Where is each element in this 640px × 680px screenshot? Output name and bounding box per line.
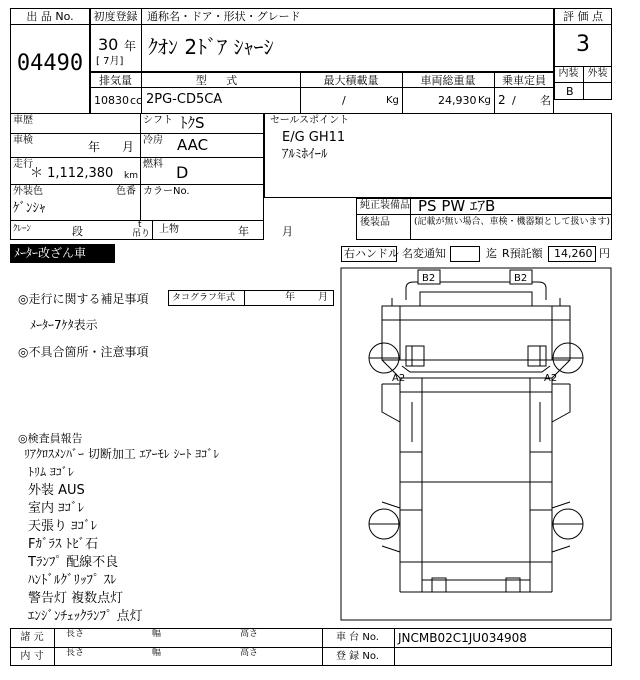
gross-weight-label: 車両総重量 — [420, 74, 476, 87]
lot-number: 04490 — [16, 51, 84, 76]
interior-score: B — [566, 85, 574, 98]
genuine-equipment-label: 純正装備品 — [360, 200, 410, 211]
tachograph-month-unit: 月 — [318, 292, 328, 303]
discount-label: 迄 — [486, 247, 497, 260]
aftermarket-note: (記載が無い場合、車検・機器類として扱います) — [414, 217, 611, 227]
inspector-title: ◎検査員報告 — [18, 432, 83, 445]
crane-steps-unit: 段 — [72, 225, 83, 238]
inspector-line: ﾊﾝﾄﾞﾙｸﾞﾘｯﾌﾟ ｽﾚ — [28, 573, 117, 588]
r-reserve-value: 14,260 — [554, 247, 593, 260]
crane-ton-unit: t — [138, 220, 142, 230]
inspector-line: Tﾗﾝﾌﾟ 配線不良 — [28, 555, 119, 570]
first-reg-label: 初度登録 — [93, 10, 138, 23]
color-label: 外装色 — [13, 186, 43, 197]
displacement-value: 10830 — [94, 94, 129, 107]
inspector-line: Fｶﾞﾗｽ ﾄﾋﾞ石 — [28, 537, 99, 552]
mileage-unit: km — [124, 171, 138, 181]
shift-label: シフト — [143, 115, 173, 126]
sales-point-line-1: E/G GH11 — [282, 130, 346, 145]
inspector-line: ﾘｱｸﾛｽﾒﾝﾊﾞｰ 切断加工 ｴｱｰﾓﾚ ｼｰﾄ ﾖｺﾞﾚ — [24, 447, 220, 461]
inspector-line: 天張り ﾖｺﾞﾚ — [28, 519, 98, 534]
inspection-month-unit: 月 — [122, 140, 135, 154]
shift-value: ﾄｸS — [180, 114, 205, 132]
first-reg-year: 30 — [98, 35, 119, 54]
crane-hanging-label: 吊り — [132, 229, 151, 239]
r-reserve-unit: 円 — [599, 247, 610, 260]
interior-score-label: 内装 — [558, 68, 579, 79]
defects-title: ◎不具合箇所・注意事項 — [18, 345, 149, 359]
running-notes-title: ◎走行に関する補足事項 — [18, 292, 149, 306]
registration-label: 登 録 No. — [336, 651, 379, 662]
inspection-year-unit: 年 — [88, 140, 101, 154]
inspector-line: 警告灯 複数点灯 — [28, 591, 124, 606]
sales-point-line-2: ｱﾙﾐﾎｲｰﾙ — [282, 147, 328, 162]
name-change-box — [450, 246, 480, 262]
capacity-value: 2 — [498, 93, 506, 107]
exterior-score-label: 外装 — [587, 68, 608, 79]
footer-interior-label: 内 寸 — [20, 651, 44, 662]
genuine-equipment-value: PS PW ｴｱB — [418, 197, 496, 215]
fuel-value: D — [176, 163, 189, 182]
ac-label: 冷房 — [143, 135, 163, 146]
first-reg-month: [ 7月] — [96, 56, 124, 67]
footer-width-label-2: 幅 — [152, 648, 162, 658]
footer-specs-label: 諸 元 — [20, 632, 44, 643]
chassis-number: JNCMB02C1JU034908 — [398, 631, 527, 645]
inspector-line: 外装 AUS — [28, 483, 85, 498]
score-label: 評 価 点 — [563, 10, 603, 23]
max-load-label: 最大積載量 — [323, 74, 379, 87]
max-load-value: / — [342, 94, 346, 107]
fuel-label: 燃料 — [143, 159, 163, 170]
r-reserve-label: R預託額 — [502, 247, 543, 260]
gross-weight-value: 24,930 — [438, 94, 477, 107]
inspector-line: 室内 ﾖｺﾞﾚ — [28, 501, 85, 516]
footer-width-label: 幅 — [152, 629, 162, 639]
aftermarket-label: 後装品 — [360, 217, 390, 228]
color-no-label: 色番 — [116, 186, 136, 197]
tachograph-label: タコグラフ年式 — [172, 293, 236, 303]
score-value: 3 — [576, 32, 590, 57]
type-label: 型 式 — [195, 74, 246, 87]
meter-tampered-text: ﾒｰﾀｰ改ざん車 — [14, 246, 87, 260]
capacity-unit: 名 — [540, 94, 551, 107]
color-no2-label: カラーNo. — [143, 186, 190, 197]
sales-points-label: セールスポイント — [270, 115, 350, 126]
model-name-label: 通称名・ドア・形状・グレード — [147, 10, 301, 23]
footer-height-label: 高さ — [240, 629, 259, 639]
diagram-mark-b2-right: B2 — [514, 273, 528, 284]
inspector-line: ｴﾝｼﾞﾝﾁｪｯｸﾗﾝﾌﾟ 点灯 — [28, 609, 143, 624]
inspection-label: 車検 — [13, 135, 33, 146]
right-hand-label: 右ハンドル — [344, 247, 399, 260]
ac-value: AAC — [177, 136, 209, 154]
mileage-value: ＊ 1,112,380 — [30, 166, 114, 181]
diagram-mark-b2-left: B2 — [422, 273, 436, 284]
gross-weight-unit: Kg — [478, 95, 491, 106]
max-load-unit: Kg — [386, 95, 399, 106]
meter-tampered-badge — [10, 244, 115, 263]
mileage-label: 走行 — [13, 159, 33, 170]
diagram-mark-a2-right: A2 — [544, 373, 558, 384]
inspector-line: ﾄﾘﾑ ﾖｺﾞﾚ — [28, 465, 74, 479]
lot-no-label: 出 品 No. — [26, 10, 74, 23]
type-value: 2PG-CD5CA — [146, 92, 223, 107]
color-value: ｹﾞﾝｼｬ — [13, 201, 46, 216]
upper-year-unit: 年 — [238, 225, 249, 238]
footer-height-label-2: 高さ — [240, 648, 259, 658]
history-label: 車歴 — [13, 115, 33, 126]
upper-month-unit: 月 — [282, 225, 293, 238]
name-change-label: 名変通知 — [402, 247, 446, 260]
capacity-sep: / — [512, 94, 516, 107]
model-name: ｸｵﾝ 2ﾄﾞｱ ｼｬｰｼ — [148, 35, 274, 59]
upper-label: 上物 — [159, 224, 179, 235]
displacement-unit: cc — [130, 94, 143, 107]
footer-length-label-2: 長さ — [66, 648, 85, 658]
displacement-label: 排気量 — [99, 74, 132, 87]
diagram-mark-a2-left: A2 — [392, 373, 406, 384]
first-reg-year-unit: 年 — [124, 39, 137, 53]
tachograph-year-unit: 年 — [285, 292, 295, 303]
footer-length-label: 長さ — [66, 629, 85, 639]
chassis-label: 車 台 No. — [336, 632, 379, 643]
running-note: ﾒｰﾀｰ7ｹﾀ表示 — [30, 318, 98, 332]
crane-label: ｸﾚｰﾝ — [13, 224, 32, 234]
vehicle-diagram — [340, 262, 612, 622]
capacity-label: 乗車定員 — [502, 74, 546, 87]
